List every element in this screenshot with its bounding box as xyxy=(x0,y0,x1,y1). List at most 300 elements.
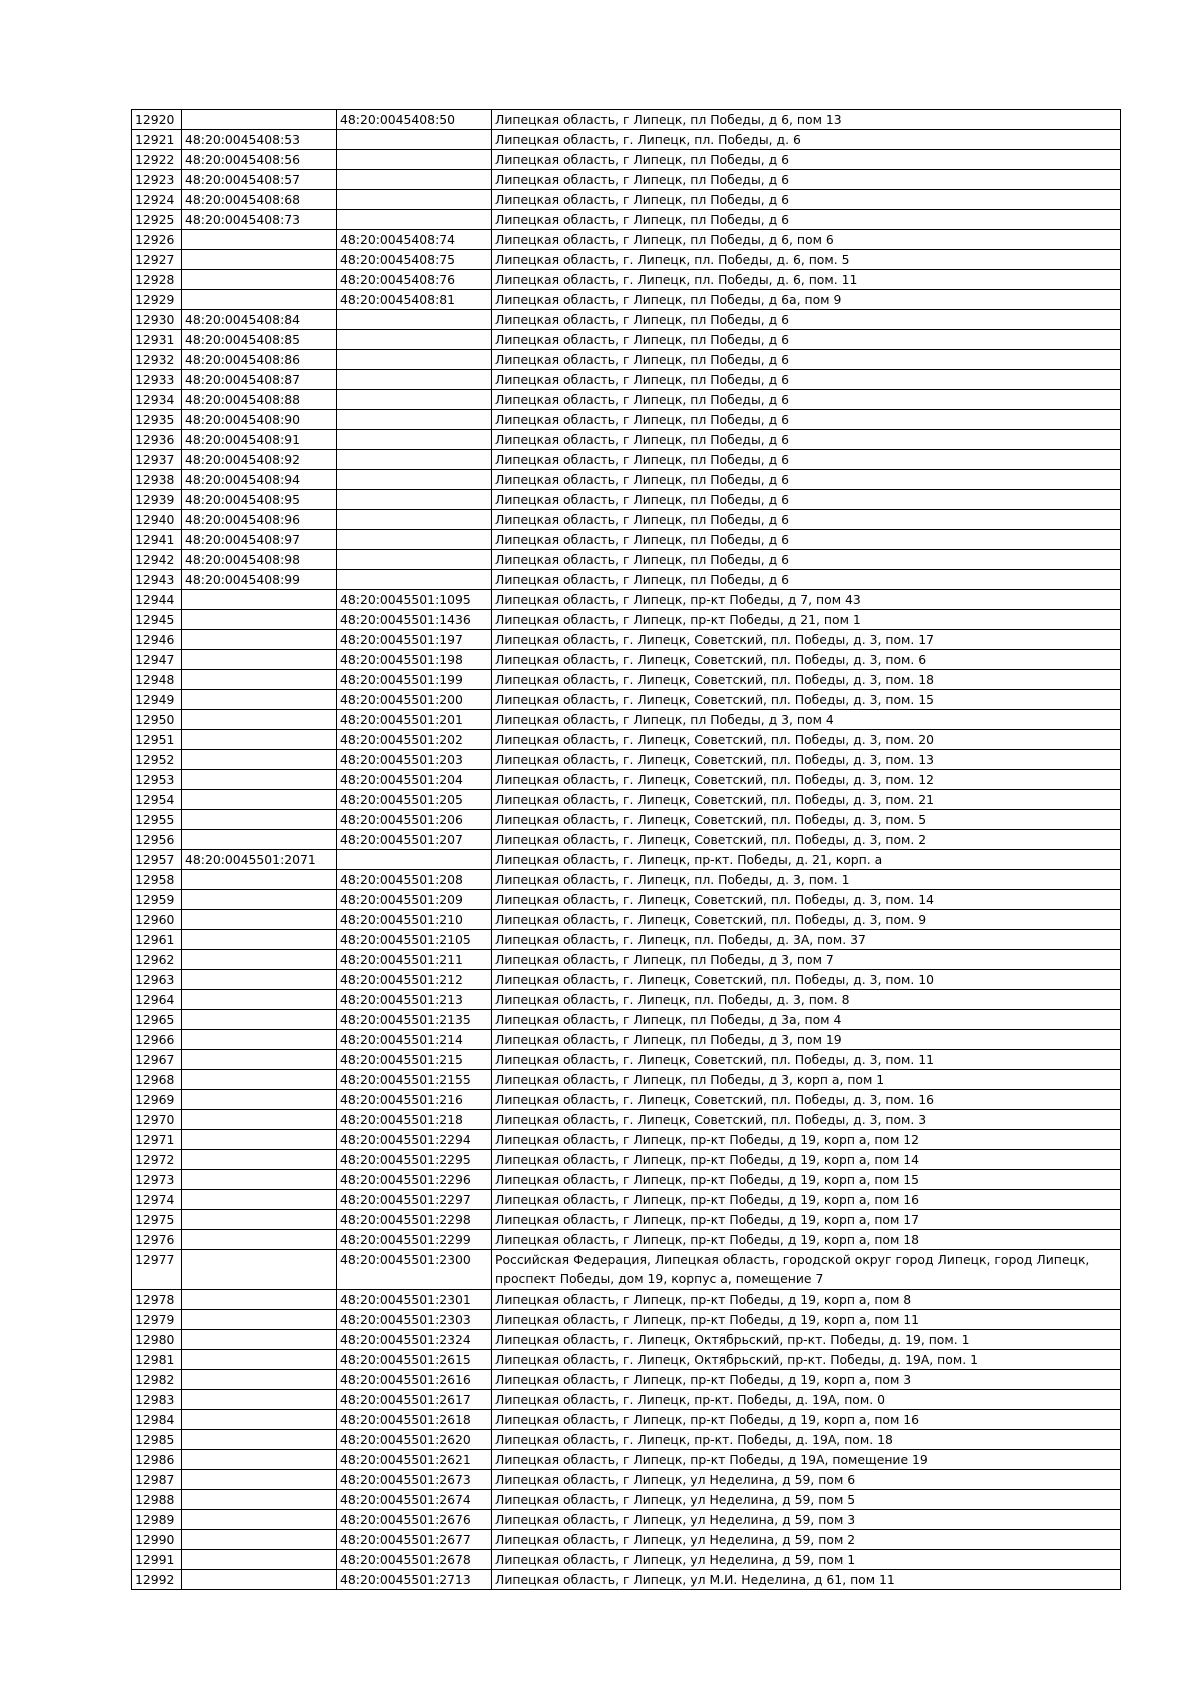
table-row xyxy=(132,310,1121,330)
room-cadastral-number-cell: 48:20:0045501:2155 xyxy=(337,1070,492,1090)
cadastral-number-cell xyxy=(182,1430,337,1450)
address-cell: Липецкая область, г Липецк, пл Победы, д 6 xyxy=(492,430,1121,450)
table-row xyxy=(132,1570,1121,1590)
room-cadastral-number-cell xyxy=(337,550,492,570)
cadastral-number-cell xyxy=(182,1050,337,1070)
table-row xyxy=(132,510,1121,530)
room-cadastral-number-cell: 48:20:0045408:74 xyxy=(337,230,492,250)
address-cell: Липецкая область, г Липецк, пл Победы, д 3, пом 4 xyxy=(492,710,1121,730)
room-cadastral-number-cell xyxy=(337,330,492,350)
table-row xyxy=(132,890,1121,910)
table-row xyxy=(132,210,1121,230)
table-row xyxy=(132,430,1121,450)
row-number-cell: 12922 xyxy=(132,150,182,170)
cadastral-number-cell xyxy=(182,830,337,850)
address-cell: Липецкая область, г. Липецк, пл. Победы, д. 6, пом. 11 xyxy=(492,270,1121,290)
room-cadastral-number-cell: 48:20:0045501:199 xyxy=(337,670,492,690)
room-cadastral-number-cell: 48:20:0045501:2677 xyxy=(337,1530,492,1550)
cadastral-number-cell xyxy=(182,1510,337,1530)
cadastral-number-cell: 48:20:0045408:84 xyxy=(182,310,337,330)
row-number-cell: 12973 xyxy=(132,1170,182,1190)
address-cell: Липецкая область, г Липецк, пл Победы, д 6а, пом 9 xyxy=(492,290,1121,310)
row-number-cell: 12923 xyxy=(132,170,182,190)
row-number-cell: 12985 xyxy=(132,1430,182,1450)
cadastral-number-cell: 48:20:0045408:56 xyxy=(182,150,337,170)
address-cell: Липецкая область, г. Липецк, Октябрьский, пр-кт. Победы, д. 19А, пом. 1 xyxy=(492,1350,1121,1370)
row-number-cell: 12979 xyxy=(132,1310,182,1330)
room-cadastral-number-cell: 48:20:0045501:2324 xyxy=(337,1330,492,1350)
address-cell: Липецкая область, г. Липецк, Советский, пл. Победы, д. 3, пом. 13 xyxy=(492,750,1121,770)
row-number-cell: 12986 xyxy=(132,1450,182,1470)
row-number-cell: 12938 xyxy=(132,470,182,490)
room-cadastral-number-cell: 48:20:0045501:2135 xyxy=(337,1010,492,1030)
row-number-cell: 12935 xyxy=(132,410,182,430)
room-cadastral-number-cell: 48:20:0045501:210 xyxy=(337,910,492,930)
cadastral-number-cell xyxy=(182,1450,337,1470)
address-cell: Липецкая область, г. Липецк, Советский, пл. Победы, д. 3, пом. 17 xyxy=(492,630,1121,650)
room-cadastral-number-cell: 48:20:0045501:2295 xyxy=(337,1150,492,1170)
address-cell: Липецкая область, г. Липецк, Советский, пл. Победы, д. 3, пом. 5 xyxy=(492,810,1121,830)
row-number-cell: 12972 xyxy=(132,1150,182,1170)
row-number-cell: 12931 xyxy=(132,330,182,350)
row-number-cell: 12961 xyxy=(132,930,182,950)
room-cadastral-number-cell: 48:20:0045501:2105 xyxy=(337,930,492,950)
room-cadastral-number-cell: 48:20:0045501:207 xyxy=(337,830,492,850)
address-cell: Липецкая область, г Липецк, пл Победы, д 6 xyxy=(492,490,1121,510)
table-row xyxy=(132,970,1121,990)
row-number-cell: 12944 xyxy=(132,590,182,610)
room-cadastral-number-cell: 48:20:0045501:2615 xyxy=(337,1350,492,1370)
room-cadastral-number-cell: 48:20:0045501:214 xyxy=(337,1030,492,1050)
row-number-cell: 12949 xyxy=(132,690,182,710)
cadastral-number-cell xyxy=(182,950,337,970)
cadastral-number-cell: 48:20:0045408:68 xyxy=(182,190,337,210)
address-cell: Липецкая область, г Липецк, пр-кт Победы, д 19, корп а, пом 17 xyxy=(492,1210,1121,1230)
room-cadastral-number-cell: 48:20:0045501:211 xyxy=(337,950,492,970)
document-page xyxy=(131,109,1120,1590)
room-cadastral-number-cell xyxy=(337,390,492,410)
address-cell: Липецкая область, г Липецк, пл Победы, д 6 xyxy=(492,310,1121,330)
cadastral-number-cell xyxy=(182,730,337,750)
address-cell: Липецкая область, г Липецк, пр-кт Победы, д 19, корп а, пом 8 xyxy=(492,1290,1121,1310)
table-row xyxy=(132,630,1121,650)
row-number-cell: 12933 xyxy=(132,370,182,390)
address-cell: Липецкая область, г Липецк, ул Неделина, д 59, пом 1 xyxy=(492,1550,1121,1570)
row-number-cell: 12965 xyxy=(132,1010,182,1030)
address-cell: Липецкая область, г Липецк, пл Победы, д 6, пом 6 xyxy=(492,230,1121,250)
row-number-cell: 12987 xyxy=(132,1470,182,1490)
table-row xyxy=(132,110,1121,130)
table-row xyxy=(132,250,1121,270)
address-cell: Липецкая область, г. Липецк, Советский, пл. Победы, д. 3, пом. 20 xyxy=(492,730,1121,750)
address-cell: Липецкая область, г Липецк, пл Победы, д 6 xyxy=(492,350,1121,370)
table-row xyxy=(132,790,1121,810)
table-row xyxy=(132,1030,1121,1050)
address-cell: Липецкая область, г Липецк, ул Неделина, д 59, пом 2 xyxy=(492,1530,1121,1550)
address-cell: Липецкая область, г Липецк, пр-кт Победы, д 19, корп а, пом 11 xyxy=(492,1310,1121,1330)
table-row xyxy=(132,330,1121,350)
address-cell: Липецкая область, г. Липецк, пл. Победы, д. 3А, пом. 37 xyxy=(492,930,1121,950)
room-cadastral-number-cell: 48:20:0045501:197 xyxy=(337,630,492,650)
address-cell: Липецкая область, г Липецк, пл Победы, д 6 xyxy=(492,390,1121,410)
room-cadastral-number-cell: 48:20:0045501:2678 xyxy=(337,1550,492,1570)
cadastral-number-cell xyxy=(182,1550,337,1570)
table-row xyxy=(132,130,1121,150)
address-cell: Липецкая область, г Липецк, пр-кт Победы, д 19, корп а, пом 12 xyxy=(492,1130,1121,1150)
room-cadastral-number-cell: 48:20:0045501:2300 xyxy=(337,1250,492,1290)
table-row xyxy=(132,350,1121,370)
table-row xyxy=(132,270,1121,290)
table-row xyxy=(132,870,1121,890)
room-cadastral-number-cell: 48:20:0045501:2620 xyxy=(337,1430,492,1450)
cadastral-number-cell xyxy=(182,1090,337,1110)
row-number-cell: 12920 xyxy=(132,110,182,130)
table-row xyxy=(132,750,1121,770)
table-row xyxy=(132,450,1121,470)
table-row xyxy=(132,1070,1121,1090)
address-cell: Липецкая область, г. Липецк, пл. Победы, д. 3, пом. 1 xyxy=(492,870,1121,890)
cadastral-number-cell xyxy=(182,1470,337,1490)
table-row xyxy=(132,1370,1121,1390)
row-number-cell: 12948 xyxy=(132,670,182,690)
address-cell: Липецкая область, г. Липецк, пл. Победы, д. 3, пом. 8 xyxy=(492,990,1121,1010)
table-row xyxy=(132,490,1121,510)
address-cell: Липецкая область, г Липецк, ул М.И. Неделина, д 61, пом 11 xyxy=(492,1570,1121,1590)
row-number-cell: 12936 xyxy=(132,430,182,450)
row-number-cell: 12974 xyxy=(132,1190,182,1210)
room-cadastral-number-cell: 48:20:0045408:81 xyxy=(337,290,492,310)
table-row xyxy=(132,1090,1121,1110)
cadastral-number-cell xyxy=(182,250,337,270)
table-row xyxy=(132,1330,1121,1350)
cadastral-number-cell xyxy=(182,670,337,690)
row-number-cell: 12929 xyxy=(132,290,182,310)
table-row xyxy=(132,710,1121,730)
room-cadastral-number-cell xyxy=(337,450,492,470)
room-cadastral-number-cell: 48:20:0045501:2303 xyxy=(337,1310,492,1330)
table-row xyxy=(132,1390,1121,1410)
address-cell: Липецкая область, г Липецк, пл Победы, д 3, пом 19 xyxy=(492,1030,1121,1050)
address-cell: Липецкая область, г Липецк, ул Неделина, д 59, пом 6 xyxy=(492,1470,1121,1490)
cadastral-number-cell: 48:20:0045408:92 xyxy=(182,450,337,470)
room-cadastral-number-cell xyxy=(337,150,492,170)
room-cadastral-number-cell: 48:20:0045501:2617 xyxy=(337,1390,492,1410)
table-row xyxy=(132,1510,1121,1530)
row-number-cell: 12983 xyxy=(132,1390,182,1410)
room-cadastral-number-cell: 48:20:0045501:2294 xyxy=(337,1130,492,1150)
cadastral-number-cell xyxy=(182,1230,337,1250)
property-table-body xyxy=(132,110,1121,1590)
address-cell: Липецкая область, г Липецк, пр-кт Победы, д 19, корп а, пом 18 xyxy=(492,1230,1121,1250)
row-number-cell: 12927 xyxy=(132,250,182,270)
cadastral-number-cell xyxy=(182,290,337,310)
table-row xyxy=(132,650,1121,670)
row-number-cell: 12962 xyxy=(132,950,182,970)
table-row xyxy=(132,610,1121,630)
room-cadastral-number-cell xyxy=(337,530,492,550)
address-cell: Липецкая область, г Липецк, пр-кт Победы, д 19, корп а, пом 3 xyxy=(492,1370,1121,1390)
table-row xyxy=(132,690,1121,710)
property-table xyxy=(131,109,1121,1590)
room-cadastral-number-cell: 48:20:0045408:75 xyxy=(337,250,492,270)
room-cadastral-number-cell: 48:20:0045501:202 xyxy=(337,730,492,750)
table-row xyxy=(132,230,1121,250)
cadastral-number-cell: 48:20:0045408:99 xyxy=(182,570,337,590)
table-row xyxy=(132,390,1121,410)
room-cadastral-number-cell: 48:20:0045501:198 xyxy=(337,650,492,670)
room-cadastral-number-cell: 48:20:0045501:2618 xyxy=(337,1410,492,1430)
cadastral-number-cell: 48:20:0045408:97 xyxy=(182,530,337,550)
room-cadastral-number-cell xyxy=(337,190,492,210)
cadastral-number-cell: 48:20:0045408:94 xyxy=(182,470,337,490)
room-cadastral-number-cell xyxy=(337,370,492,390)
address-cell: Липецкая область, г. Липецк, Октябрьский, пр-кт. Победы, д. 19, пом. 1 xyxy=(492,1330,1121,1350)
room-cadastral-number-cell: 48:20:0045501:218 xyxy=(337,1110,492,1130)
row-number-cell: 12941 xyxy=(132,530,182,550)
table-row xyxy=(132,1210,1121,1230)
cadastral-number-cell: 48:20:0045501:2071 xyxy=(182,850,337,870)
row-number-cell: 12982 xyxy=(132,1370,182,1390)
cadastral-number-cell xyxy=(182,1190,337,1210)
row-number-cell: 12947 xyxy=(132,650,182,670)
table-row xyxy=(132,1150,1121,1170)
cadastral-number-cell xyxy=(182,110,337,130)
row-number-cell: 12940 xyxy=(132,510,182,530)
room-cadastral-number-cell: 48:20:0045501:2296 xyxy=(337,1170,492,1190)
cadastral-number-cell xyxy=(182,750,337,770)
address-cell: Липецкая область, г Липецк, пр-кт Победы, д 19, корп а, пом 16 xyxy=(492,1190,1121,1210)
cadastral-number-cell xyxy=(182,1370,337,1390)
cadastral-number-cell xyxy=(182,230,337,250)
cadastral-number-cell: 48:20:0045408:96 xyxy=(182,510,337,530)
table-row xyxy=(132,590,1121,610)
table-row xyxy=(132,170,1121,190)
cadastral-number-cell xyxy=(182,930,337,950)
row-number-cell: 12963 xyxy=(132,970,182,990)
table-row xyxy=(132,530,1121,550)
row-number-cell: 12952 xyxy=(132,750,182,770)
room-cadastral-number-cell: 48:20:0045501:2616 xyxy=(337,1370,492,1390)
cadastral-number-cell xyxy=(182,1030,337,1050)
address-cell: Липецкая область, г Липецк, пл Победы, д 6 xyxy=(492,470,1121,490)
cadastral-number-cell xyxy=(182,690,337,710)
row-number-cell: 12926 xyxy=(132,230,182,250)
row-number-cell: 12956 xyxy=(132,830,182,850)
cadastral-number-cell xyxy=(182,1330,337,1350)
table-row xyxy=(132,1550,1121,1570)
row-number-cell: 12992 xyxy=(132,1570,182,1590)
room-cadastral-number-cell xyxy=(337,490,492,510)
row-number-cell: 12989 xyxy=(132,1510,182,1530)
cadastral-number-cell xyxy=(182,1130,337,1150)
room-cadastral-number-cell: 48:20:0045501:201 xyxy=(337,710,492,730)
cadastral-number-cell: 48:20:0045408:86 xyxy=(182,350,337,370)
row-number-cell: 12966 xyxy=(132,1030,182,1050)
table-row xyxy=(132,570,1121,590)
cadastral-number-cell xyxy=(182,1410,337,1430)
address-cell: Липецкая область, г. Липецк, пр-кт. Победы, д. 19А, пом. 18 xyxy=(492,1430,1121,1450)
table-row xyxy=(132,1470,1121,1490)
cadastral-number-cell xyxy=(182,890,337,910)
row-number-cell: 12968 xyxy=(132,1070,182,1090)
address-cell: Липецкая область, г. Липецк, пр-кт. Победы, д. 19А, пом. 0 xyxy=(492,1390,1121,1410)
table-row xyxy=(132,1190,1121,1210)
address-cell: Липецкая область, г. Липецк, пл. Победы, д. 6, пом. 5 xyxy=(492,250,1121,270)
row-number-cell: 12988 xyxy=(132,1490,182,1510)
table-row xyxy=(132,290,1121,310)
cadastral-number-cell xyxy=(182,710,337,730)
row-number-cell: 12978 xyxy=(132,1290,182,1310)
room-cadastral-number-cell: 48:20:0045501:212 xyxy=(337,970,492,990)
address-cell: Липецкая область, г. Липецк, Советский, пл. Победы, д. 3, пом. 14 xyxy=(492,890,1121,910)
table-row xyxy=(132,810,1121,830)
cadastral-number-cell xyxy=(182,1210,337,1230)
row-number-cell: 12921 xyxy=(132,130,182,150)
cadastral-number-cell: 48:20:0045408:91 xyxy=(182,430,337,450)
table-row xyxy=(132,730,1121,750)
room-cadastral-number-cell xyxy=(337,210,492,230)
cadastral-number-cell xyxy=(182,1310,337,1330)
address-cell: Липецкая область, г Липецк, пл Победы, д 6 xyxy=(492,210,1121,230)
row-number-cell: 12930 xyxy=(132,310,182,330)
cadastral-number-cell: 48:20:0045408:57 xyxy=(182,170,337,190)
cadastral-number-cell xyxy=(182,1010,337,1030)
room-cadastral-number-cell: 48:20:0045501:1436 xyxy=(337,610,492,630)
address-cell: Липецкая область, г Липецк, пл Победы, д 3, корп а, пом 1 xyxy=(492,1070,1121,1090)
address-cell: Липецкая область, г Липецк, пл Победы, д 6 xyxy=(492,150,1121,170)
table-row xyxy=(132,410,1121,430)
address-cell: Липецкая область, г Липецк, пл Победы, д 6 xyxy=(492,410,1121,430)
room-cadastral-number-cell xyxy=(337,850,492,870)
row-number-cell: 12932 xyxy=(132,350,182,370)
address-cell: Липецкая область, г Липецк, пл Победы, д 6 xyxy=(492,550,1121,570)
room-cadastral-number-cell: 48:20:0045501:204 xyxy=(337,770,492,790)
row-number-cell: 12945 xyxy=(132,610,182,630)
row-number-cell: 12971 xyxy=(132,1130,182,1150)
table-row xyxy=(132,1290,1121,1310)
row-number-cell: 12964 xyxy=(132,990,182,1010)
cadastral-number-cell xyxy=(182,1490,337,1510)
address-cell: Липецкая область, г Липецк, пл Победы, д 6 xyxy=(492,530,1121,550)
row-number-cell: 12955 xyxy=(132,810,182,830)
cadastral-number-cell xyxy=(182,910,337,930)
cadastral-number-cell: 48:20:0045408:98 xyxy=(182,550,337,570)
address-cell: Липецкая область, г. Липецк, пр-кт. Победы, д. 21, корп. а xyxy=(492,850,1121,870)
cadastral-number-cell xyxy=(182,1150,337,1170)
row-number-cell: 12943 xyxy=(132,570,182,590)
address-cell: Липецкая область, г. Липецк, Советский, пл. Победы, д. 3, пом. 12 xyxy=(492,770,1121,790)
row-number-cell: 12950 xyxy=(132,710,182,730)
address-cell: Липецкая область, г Липецк, пр-кт Победы, д 21, пом 1 xyxy=(492,610,1121,630)
row-number-cell: 12977 xyxy=(132,1250,182,1290)
room-cadastral-number-cell xyxy=(337,130,492,150)
table-row xyxy=(132,370,1121,390)
table-row xyxy=(132,1230,1121,1250)
row-number-cell: 12951 xyxy=(132,730,182,750)
room-cadastral-number-cell: 48:20:0045501:215 xyxy=(337,1050,492,1070)
room-cadastral-number-cell: 48:20:0045501:2713 xyxy=(337,1570,492,1590)
table-row xyxy=(132,1450,1121,1470)
address-cell: Липецкая область, г. Липецк, Советский, пл. Победы, д. 3, пом. 18 xyxy=(492,670,1121,690)
address-cell: Липецкая область, г. Липецк, Советский, пл. Победы, д. 3, пом. 6 xyxy=(492,650,1121,670)
room-cadastral-number-cell xyxy=(337,410,492,430)
cadastral-number-cell xyxy=(182,590,337,610)
table-row xyxy=(132,670,1121,690)
address-cell: Липецкая область, г. Липецк, Советский, пл. Победы, д. 3, пом. 16 xyxy=(492,1090,1121,1110)
table-row xyxy=(132,1310,1121,1330)
table-row xyxy=(132,190,1121,210)
room-cadastral-number-cell: 48:20:0045501:205 xyxy=(337,790,492,810)
cadastral-number-cell xyxy=(182,1290,337,1310)
address-cell: Липецкая область, г Липецк, пл Победы, д 6 xyxy=(492,450,1121,470)
room-cadastral-number-cell: 48:20:0045501:208 xyxy=(337,870,492,890)
address-cell: Липецкая область, г. Липецк, Советский, пл. Победы, д. 3, пом. 21 xyxy=(492,790,1121,810)
row-number-cell: 12991 xyxy=(132,1550,182,1570)
row-number-cell: 12975 xyxy=(132,1210,182,1230)
row-number-cell: 12939 xyxy=(132,490,182,510)
table-row xyxy=(132,550,1121,570)
room-cadastral-number-cell xyxy=(337,570,492,590)
room-cadastral-number-cell: 48:20:0045408:50 xyxy=(337,110,492,130)
row-number-cell: 12953 xyxy=(132,770,182,790)
table-row xyxy=(132,1250,1121,1290)
table-row xyxy=(132,930,1121,950)
room-cadastral-number-cell: 48:20:0045501:2298 xyxy=(337,1210,492,1230)
address-cell: Липецкая область, г. Липецк, Советский, пл. Победы, д. 3, пом. 9 xyxy=(492,910,1121,930)
address-cell: Липецкая область, г Липецк, пл Победы, д 6 xyxy=(492,370,1121,390)
row-number-cell: 12970 xyxy=(132,1110,182,1130)
address-cell: Липецкая область, г. Липецк, Советский, пл. Победы, д. 3, пом. 2 xyxy=(492,830,1121,850)
room-cadastral-number-cell: 48:20:0045501:213 xyxy=(337,990,492,1010)
table-row xyxy=(132,770,1121,790)
table-row xyxy=(132,1130,1121,1150)
row-number-cell: 12954 xyxy=(132,790,182,810)
room-cadastral-number-cell: 48:20:0045501:209 xyxy=(337,890,492,910)
room-cadastral-number-cell: 48:20:0045408:76 xyxy=(337,270,492,290)
cadastral-number-cell: 48:20:0045408:87 xyxy=(182,370,337,390)
address-cell: Липецкая область, г Липецк, пр-кт Победы, д 7, пом 43 xyxy=(492,590,1121,610)
table-row xyxy=(132,910,1121,930)
row-number-cell: 12980 xyxy=(132,1330,182,1350)
room-cadastral-number-cell xyxy=(337,310,492,330)
address-cell: Липецкая область, г. Липецк, пл. Победы, д. 6 xyxy=(492,130,1121,150)
room-cadastral-number-cell xyxy=(337,170,492,190)
cadastral-number-cell xyxy=(182,1170,337,1190)
room-cadastral-number-cell: 48:20:0045501:216 xyxy=(337,1090,492,1110)
table-row xyxy=(132,1170,1121,1190)
room-cadastral-number-cell: 48:20:0045501:1095 xyxy=(337,590,492,610)
address-cell: Липецкая область, г Липецк, пл Победы, д 6 xyxy=(492,190,1121,210)
row-number-cell: 12928 xyxy=(132,270,182,290)
cadastral-number-cell xyxy=(182,610,337,630)
table-row xyxy=(132,1010,1121,1030)
room-cadastral-number-cell xyxy=(337,470,492,490)
cadastral-number-cell xyxy=(182,1110,337,1130)
cadastral-number-cell xyxy=(182,1390,337,1410)
cadastral-number-cell xyxy=(182,1070,337,1090)
table-row xyxy=(132,1430,1121,1450)
row-number-cell: 12984 xyxy=(132,1410,182,1430)
cadastral-number-cell xyxy=(182,1350,337,1370)
cadastral-number-cell xyxy=(182,770,337,790)
row-number-cell: 12946 xyxy=(132,630,182,650)
room-cadastral-number-cell: 48:20:0045501:2673 xyxy=(337,1470,492,1490)
table-row xyxy=(132,1350,1121,1370)
room-cadastral-number-cell xyxy=(337,350,492,370)
row-number-cell: 12990 xyxy=(132,1530,182,1550)
cadastral-number-cell: 48:20:0045408:95 xyxy=(182,490,337,510)
address-cell: Липецкая область, г Липецк, пл Победы, д 6, пом 13 xyxy=(492,110,1121,130)
